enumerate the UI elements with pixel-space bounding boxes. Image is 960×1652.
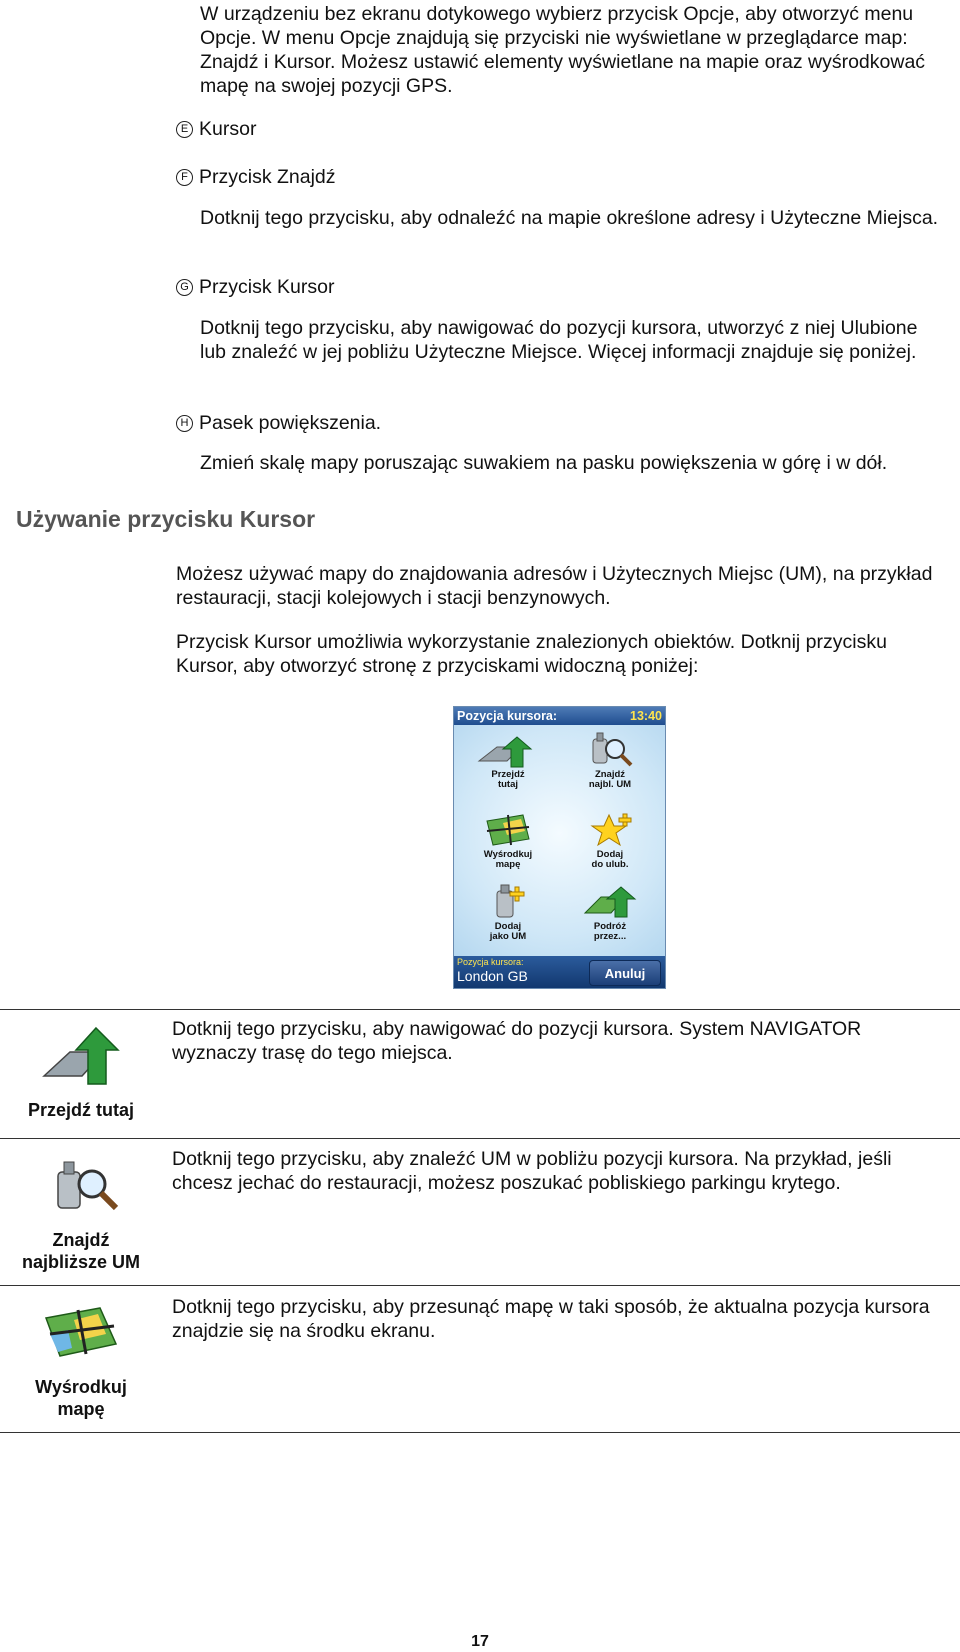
travel-via-icon — [579, 883, 641, 921]
item-label: Kursor — [199, 118, 257, 140]
feature-label: Przejdź tutaj — [27, 1100, 134, 1120]
feature-icon-find-poi — [0, 1158, 162, 1221]
find-poi-magnifier-icon — [579, 731, 641, 769]
item-find-button — [176, 166, 336, 189]
callout-letter: F — [176, 169, 193, 186]
feature-description: Dotknij tego przycisku, aby znaleźć UM w pobliżu pozycji kursora. Na przykład, jeśli chcesz jechać do restauracji, możesz poszukać pobliskiego parkingu krytego. — [172, 1148, 892, 1194]
feature-label-line2: mapę — [57, 1399, 105, 1419]
section-heading: Używanie przycisku Kursor — [16, 506, 316, 532]
device-button-add-favorite[interactable] — [564, 811, 656, 870]
table-divider — [0, 1009, 960, 1010]
item-kursor — [176, 118, 256, 141]
device-button-line2: tutaj — [497, 779, 519, 790]
device-button-line1: Dodaj — [494, 921, 522, 932]
item-description: Dotknij tego przycisku, aby odnaleźć na mapie określone adresy i Użyteczne Miejsca. — [200, 207, 939, 229]
table-divider — [0, 1285, 960, 1286]
device-button-find-poi[interactable] — [564, 731, 656, 790]
device-screenshot — [453, 706, 666, 989]
device-button-line2: jako UM — [489, 931, 527, 942]
device-button-add-poi[interactable] — [462, 883, 554, 942]
feature-description: Dotknij tego przycisku, aby przesunąć mapę w taki sposób, że aktualna pozycja kursora znajdzie się na środku ekranu. — [172, 1296, 930, 1342]
feature-icon-center-map — [0, 1304, 162, 1367]
item-description: Zmień skalę mapy poruszając suwakiem na pasku powiększenia w górę i w dół. — [200, 452, 888, 474]
feature-label-line2: najbliższe UM — [21, 1252, 141, 1272]
feature-description: Dotknij tego przycisku, aby nawigować do pozycji kursora. System NAVIGATOR wyznaczy trasę do tego miejsca. — [172, 1018, 862, 1064]
item-zoom-bar — [176, 412, 381, 435]
table-divider — [0, 1138, 960, 1139]
callout-letter: G — [176, 279, 193, 296]
device-button-line2: najbl. UM — [588, 779, 632, 790]
callout-letter: E — [176, 121, 193, 138]
device-button-line1: Dodaj — [596, 849, 624, 860]
device-location: London GB — [457, 968, 528, 984]
device-button-center-map[interactable] — [462, 811, 554, 870]
device-button-go-there[interactable] — [462, 731, 554, 790]
device-time: 13:40 — [630, 709, 662, 723]
device-footer — [454, 956, 665, 988]
find-poi-magnifier-icon — [40, 1158, 122, 1216]
device-button-line1: Przejdź — [491, 769, 525, 780]
feature-label-line1: Wyśrodkuj — [35, 1377, 127, 1397]
feature-label — [0, 1376, 162, 1420]
star-add-icon — [579, 811, 641, 849]
feature-icon-go-there — [0, 1024, 162, 1093]
device-button-line1: Wyśrodkuj — [483, 849, 533, 860]
item-label: Przycisk Kursor — [199, 276, 335, 298]
add-poi-icon — [477, 883, 539, 921]
device-header-title: Pozycja kursora: — [457, 709, 558, 723]
device-cancel-button[interactable]: Anuluj — [589, 960, 661, 986]
intro-paragraph: W urządzeniu bez ekranu dotykowego wybierz przycisk Opcje, aby otworzyć menu Opcje. W menu Opcje znajdują się przyciski nie wyświetlane w przeglądarce map: Znajdź i Kursor. Możesz ustawić elementy wyświetlane na mapie oraz wyśrodkować mapę na swojej pozycji GPS. — [200, 3, 926, 97]
device-button-line2: do ulub. — [591, 859, 629, 870]
device-button-line2: przez... — [593, 931, 627, 942]
device-button-travel-via[interactable] — [564, 883, 656, 942]
feature-label-line1: Znajdź — [52, 1230, 110, 1250]
item-label: Przycisk Znajdź — [199, 166, 336, 188]
item-cursor-button — [176, 276, 334, 299]
device-header — [454, 707, 665, 725]
page-number: 17 — [471, 1633, 489, 1650]
device-location-label: Pozycja kursora: — [457, 957, 524, 967]
center-map-icon — [40, 1304, 122, 1362]
callout-letter: H — [176, 415, 193, 432]
paragraph: Przycisk Kursor umożliwia wykorzystanie znalezionych obiektów. Dotknij przycisku Kursor, aby otworzyć stronę z przyciskami widoczną poniżej: — [176, 631, 887, 677]
item-description: Dotknij tego przycisku, aby nawigować do pozycji kursora, utworzyć z niej Ulubione lub znaleźć w jej pobliżu Użyteczne Miejsce. Więcej informacji znajduje się poniżej. — [200, 317, 918, 363]
device-button-line1: Znajdź — [594, 769, 626, 780]
center-map-icon — [477, 811, 539, 849]
device-button-line2: mapę — [495, 859, 521, 870]
go-there-arrow-icon — [40, 1024, 122, 1088]
feature-label — [0, 1229, 162, 1273]
table-divider — [0, 1432, 960, 1433]
item-label: Pasek powiększenia. — [199, 412, 382, 434]
paragraph: Możesz używać mapy do znajdowania adresów i Użytecznych Miejsc (UM), na przykład restauracji, stacji kolejowych i stacji benzynowych. — [176, 563, 933, 609]
device-button-line1: Podróż — [593, 921, 627, 932]
go-there-arrow-icon — [477, 731, 539, 769]
